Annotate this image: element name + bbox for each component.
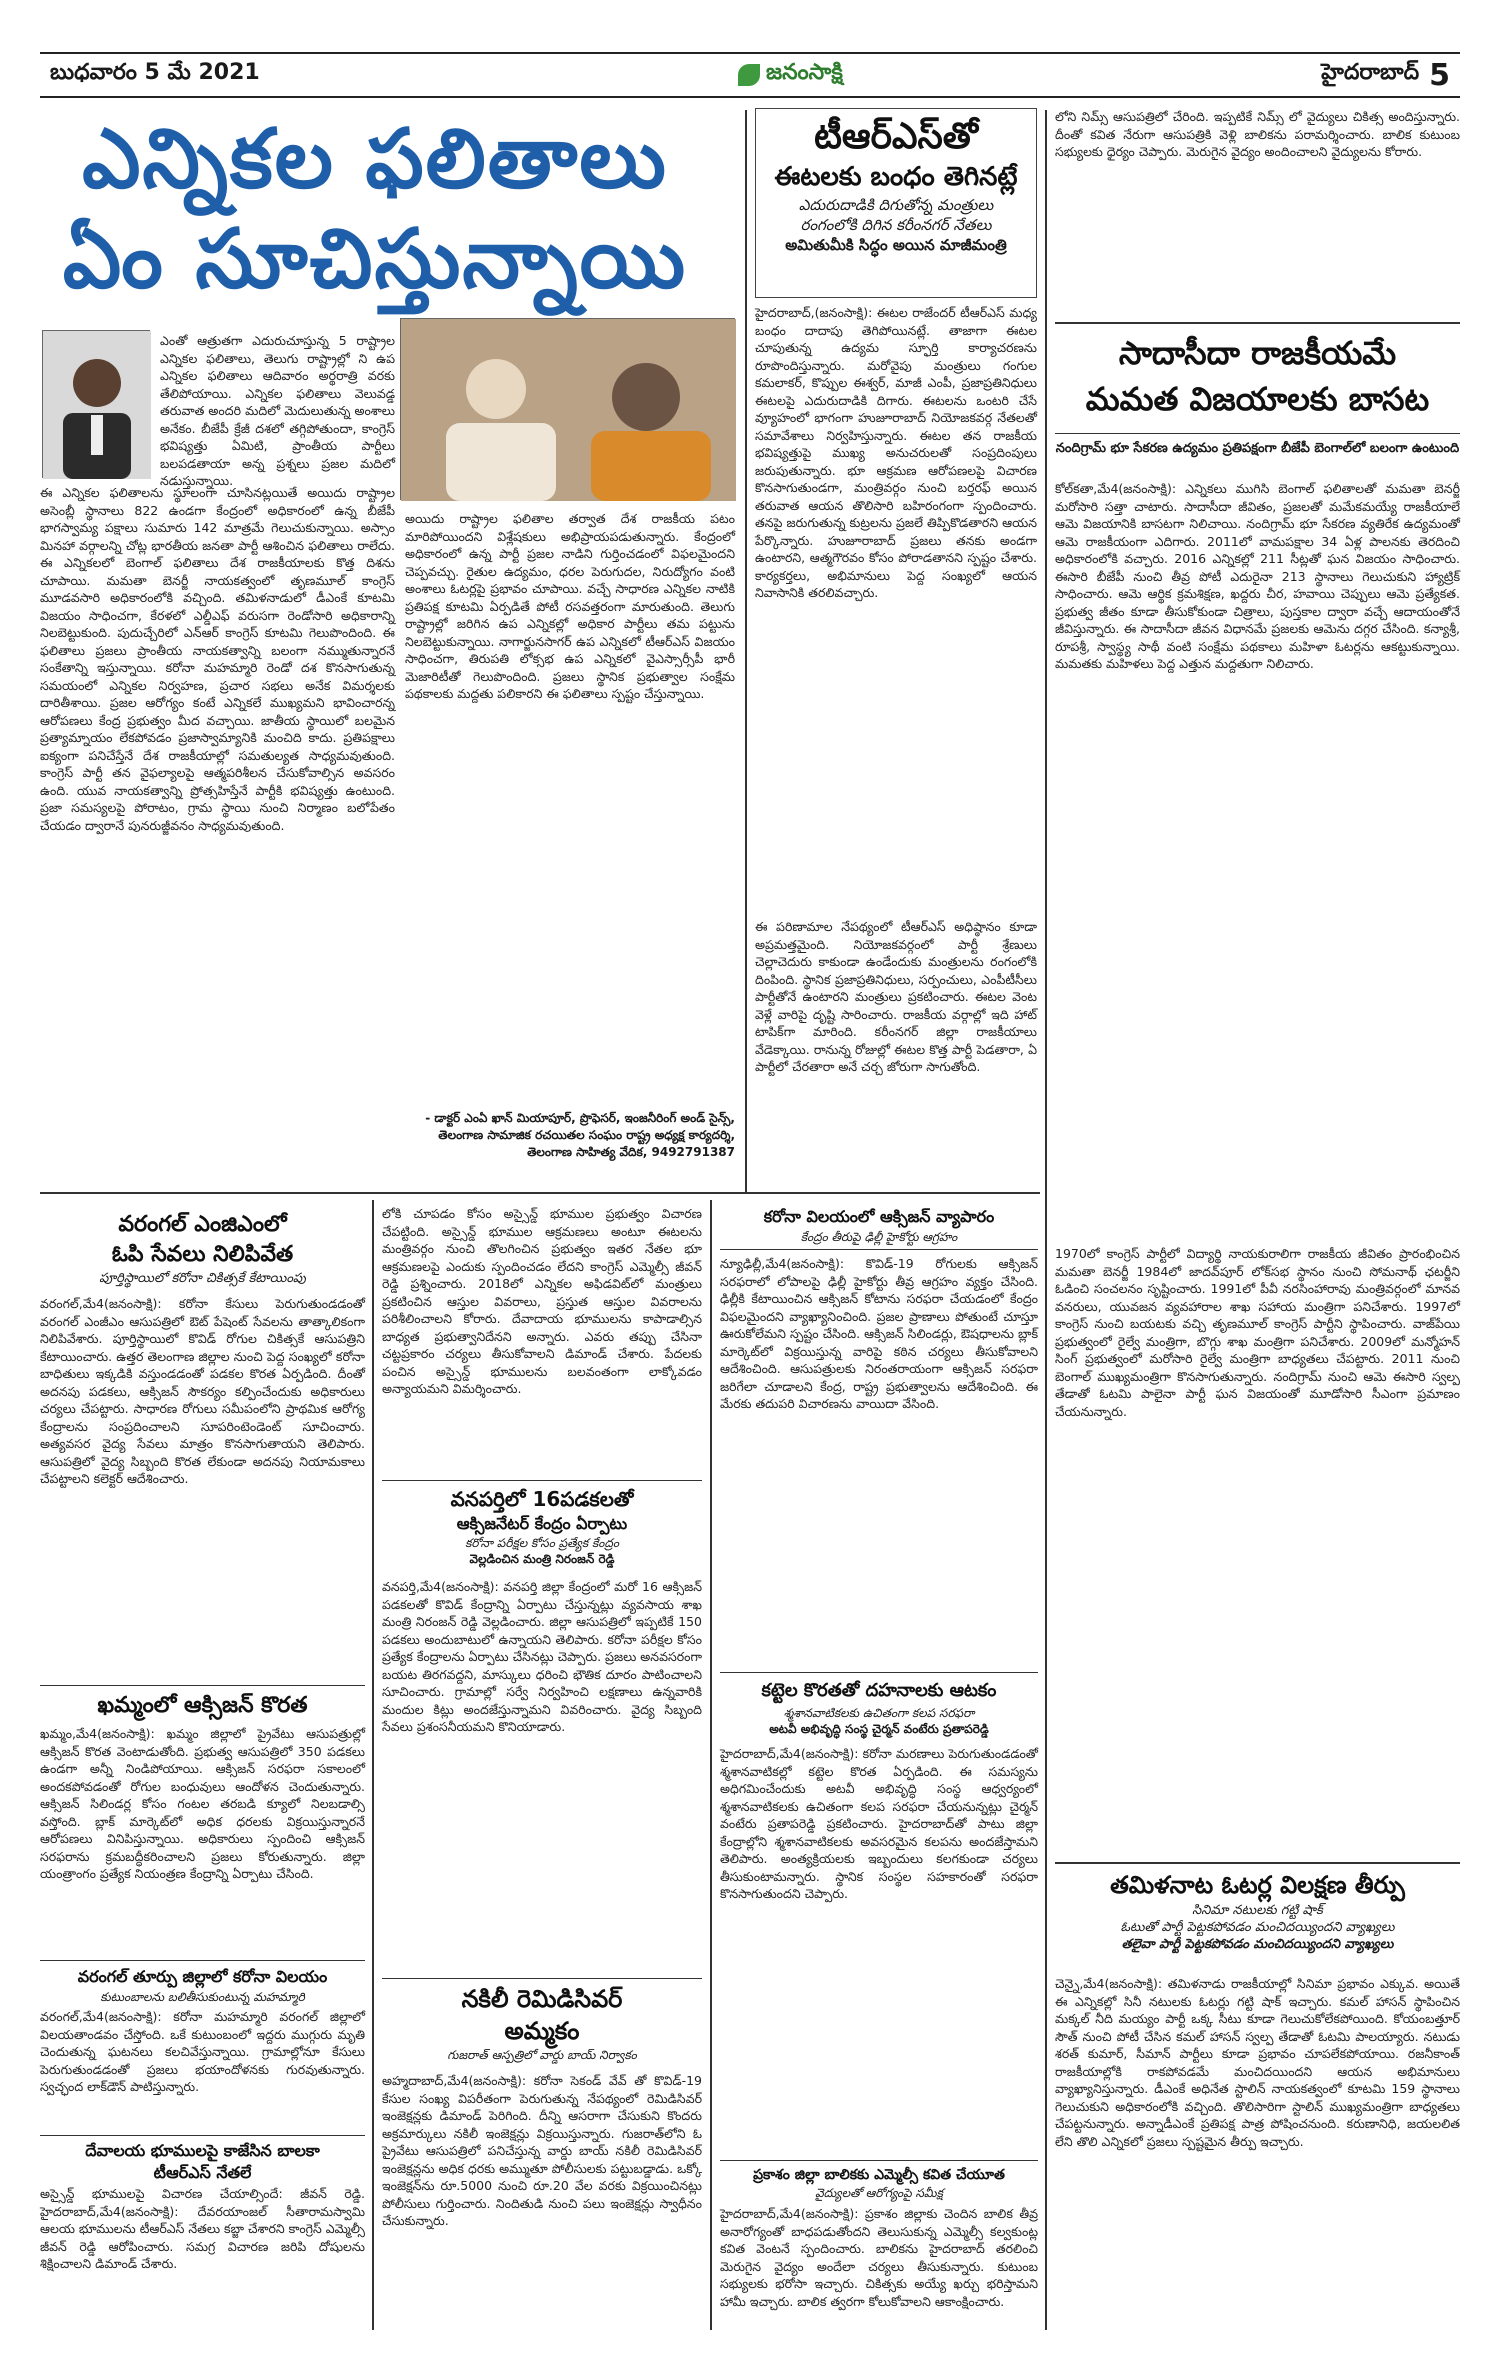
tamilnadu-kicker2: ఓటుతో పార్టీ పెట్టకపోవడం మంచిదయ్యిందని వ్యాఖ్యలు: [1120, 1920, 1395, 1935]
corona-delhi-kicker: కేంద్రం తీరుపై ఢిల్లీ హైకోర్టు ఆగ్రహం: [800, 1230, 958, 1244]
page-header: [40, 52, 1460, 98]
page-number: 5: [1429, 57, 1450, 93]
prakasham-kicker: వైద్యులతో ఆరోగ్యంపై సమీక్ష: [815, 2186, 943, 2200]
lead-intro: ఎంతో ఆత్రుతగా ఎదురుచూస్తున్న 5 రాష్ట్రాల ఎన్నికల ఫలితాలు, తెలుగు రాష్ట్రాల్లో ని ఉప ఎన్నికల ఫలితాలు ఆదివారం అర్థరాత్రి వరకు తేలిపోయాయి. ఎన్నికల ఫలితాలు వెలువడ్డ తరువాత అందరి మదిలో మెదులుతున్న అంశాలు అనేకం. బీజేపీ క్రేజీ దశలో తగ్గిపోతుందా, కాంగ్రెస్ భవిష్యత్తు ఏమిటి, ప్రాంతీయ పార్టీలు బలపడతాయా అన్న ప్రశ్నలు ప్రజల మదిలో నడుస్తున్నాయి.: [160, 333, 395, 488]
nakili-kicker: గుజరాత్ ఆస్పత్రిలో వార్డు బాయ్ నిర్వాకం: [447, 2048, 637, 2062]
column-rule: [745, 110, 747, 1192]
nakili-headline: [382, 1978, 702, 2063]
sada-body-2: 1970లో కాంగ్రెస్ పార్టీలో విద్యార్థి నాయకురాలిగా రాజకీయ జీవితం ప్రారంభించిన మమతా బెనర్జీ 1984లో జాదవ్‌పూర్ లోక్‌సభ స్థానం నుంచి సోమనాథ్ ఛటర్జీని ఓడించి సంచలనం సృష్టించారు. 1991లో పీవీ నరసింహారావు మంత్రివర్గంలో మానవ వనరులు, యువజన వ్యవహారాల శాఖ సహాయ మంత్రిగా పనిచేశారు. 1997లో కాంగ్రెస్ నుంచి బయటకు వచ్చి తృణమూల్ కాంగ్రెస్ పార్టీని స్థాపించారు. వాజ్‌పేయి ప్రభుత్వంలో రైల్వే మంత్రిగా, బొగ్గు శాఖ మంత్రిగా పనిచేశారు. 2009లో మన్మోహన్ సింగ్ ప్రభుత్వంలో మరోసారి రైల్వే మంత్రిగా బాధ్యతలు చేపట్టారు. 2011 నుంచి బెంగాల్ ముఖ్యమంత్రిగా కొనసాగుతున్నారు. నందిగ్రామ్ నుంచి ఆమె ఈసారి స్వల్ప తేడాతో ఓటమి పాలైనా పార్టీ ఘన విజయంతో మూడోసారి సీఎంగా ప్రమాణం చేయనున్నారు.: [1055, 1246, 1460, 1419]
vanaparthi-title: వనపర్తిలో 16పడకలతో: [450, 1487, 634, 1511]
trs-kicker1: ఎదురుదాడికి దిగుతోన్న మంత్రులు: [798, 196, 994, 214]
column-rule: [372, 1200, 374, 2330]
warangal2-kicker: కుటుంబాలను బలితీసుకుంటున్న మహమ్మారి: [100, 1990, 305, 2004]
trs-kicker3: అమితుమీకి సిద్ధం అయిన మాజీమంత్రి: [785, 236, 1007, 254]
tamilnadu-kicker1: సినిమా నటులకు గట్టి షాక్: [1192, 1903, 1323, 1918]
warangal-headline: [40, 1210, 365, 1288]
kattelu-kicker: శ్మశానవాటికలకు ఉచితంగా కలప సరఫరా: [783, 1706, 975, 1720]
column-rule: [1045, 110, 1047, 2330]
kattelu-title: కట్టెల కొరతతో దహనాలకు ఆటకం: [761, 1680, 997, 1701]
devalaya-title-line1: దేవాలయ భూములపై కాజేసిన బాలకా: [85, 2141, 320, 2160]
vanaparthi-sub1: ఆక్సిజనేటర్ కేంద్రం ఏర్పాటు: [456, 1514, 628, 1533]
masthead: [738, 60, 843, 90]
sada-headline: [1055, 322, 1460, 434]
warangal2-body: వరంగల్,మే4(జనంసాక్షి): కరోనా మహమ్మారి వరంగల్ జిల్లాలో విలయతాండవం చేస్తోంది. ఒకే కుటుంబంలో ఇద్దరు ముగ్గురు మృతి చెందుతున్న ఘటనలు కలచివేస్తున్నాయి. గ్రామాల్లోనూ కేసులు పెరుగుతుండడంతో ప్రజలు భయాందోళనకు గురవుతున్నారు. స్వచ్ఛంద లాక్‌డౌన్ పాటిస్తున్నారు.: [40, 2009, 365, 2094]
kavitha-continued: లోని నిమ్స్ ఆసుపత్రిలో చేరింది. ఇప్పటికే నిమ్స్ లో వైద్యులు చికిత్స అందిస్తున్నారు. దీంతో కవిత నేరుగా ఆసుపత్రికి వెళ్లి బాలికను పరామర్శించారు. బాలిక కుటుంబ సభ్యులకు ధైర్యం చెప్పారు. మెరుగైన వైద్యం అందించాలని వైద్యులను కోరారు.: [1055, 109, 1460, 159]
vanaparthi-sub2: కరోనా పరీక్షల కోసం ప్రత్యేక కేంద్రం: [465, 1536, 619, 1550]
devalaya-title-line2: టీఆర్ఎస్ నేతలే: [153, 2163, 252, 2182]
vanaparthi-headline: [382, 1480, 702, 1567]
trs-headline-box: [755, 108, 1037, 298]
corona-delhi-body: న్యూఢిల్లీ,మే4(జనంసాక్షి): కొవిడ్-19 రోగులకు ఆక్సిజన్ సరఫరాలో లోపాలపై ఢిల్లీ హైకోర్టు తీవ్ర ఆగ్రహం వ్యక్తం చేసింది. ఢిల్లీకి కేటాయించిన ఆక్సిజన్ కోటాను సరఫరా చేయడంలో కేంద్రం విఫలమైందని వ్యాఖ్యానించింది. ప్రజల ప్రాణాలు పోతుంటే చూస్తూ ఊరుకోలేమని స్పష్టం చేసింది. ఆక్సిజన్ సిలిండర్లు, ఔషధాలను బ్లాక్ మార్కెట్‌లో విక్రయిస్తున్న వారిపై కఠిన చర్యలు తీసుకోవాలని ఆదేశించింది. ఆసుపత్రులకు నిరంతరాయంగా ఆక్సిజన్ సరఫరా జరిగేలా చూడాలని కేంద్ర, రాష్ట్ర ప్రభుత్వాలను ఆదేశించింది. ఈ మేరకు తదుపరి విచారణను వాయిదా వేసింది.: [720, 1256, 1038, 1411]
issue-date: బుధవారం 5 మే 2021: [50, 60, 260, 85]
author-photo: [42, 330, 150, 478]
author-photo-image: [43, 331, 151, 479]
prakasham-body: హైదరాబాద్,మే4(జనంసాక్షి): ప్రకాశం జిల్లాకు చెందిన బాలిక తీవ్ర అనారోగ్యంతో బాధపడుతోందని తెలుసుకున్న ఎమ్మెల్సీ కల్వకుంట్ల కవిత వెంటనే స్పందించారు. బాలికను హైదరాబాద్ తరలించి మెరుగైన వైద్యం అందేలా చర్యలు తీసుకున్నారు. కుటుంబ సభ్యులకు భరోసా ఇచ్చారు. చికిత్సకు అయ్యే ఖర్చు భరిస్తామని హామీ ఇచ్చారు. బాలిక త్వరగా కోలుకోవాలని ఆకాంక్షించారు.: [720, 2206, 1038, 2309]
corona-delhi-headline: [720, 1205, 1038, 1250]
khammam-headline: [40, 1685, 365, 1722]
lead-title: [40, 110, 710, 310]
sada-body: కోల్‌కతా,మే4(జనంసాక్షి): ఎన్నికలు ముగిసి బెంగాల్ ఫలితాలతో మమతా బెనర్జీ మరోసారి సత్తా చాటారు. సాదాసీదా జీవితం, ప్రజలతో మమేకమయ్యే రాజకీయాలే ఆమె విజయానికి బాసటగా నిలిచాయి. నందిగ్రామ్ భూ సేకరణ వ్యతిరేక ఉద్యమంతో ఆమె రాజకీయంగా ఎదిగారు. 2011లో వామపక్షాల 34 ఏళ్ల పాలనకు తెరదించి అధికారంలోకి వచ్చారు. 2016 ఎన్నికల్లో 211 సీట్లతో ఘన విజయం సాధించారు. ఈసారి బీజేపీ నుంచి తీవ్ర పోటీ ఎదురైనా 213 స్థానాలు గెలుచుకుని హ్యాట్రిక్ సాధించారు. ఆమె ఆర్థిక క్రమశిక్షణ, ఖద్దరు చీర, హవాయి చెప్పులు ఆమె ప్రత్యేకత. ప్రభుత్వ జీతం కూడా తీసుకోకుండా చిత్రాలు, పుస్తకాల ద్వారా వచ్చే ఆదాయంతోనే జీవిస్తున్నారు. ఈ సాదాసీదా జీవన విధానమే ప్రజలకు ఆమెను దగ్గర చేసింది. కన్యాశ్రీ, రూపశ్రీ, స్వాస్థ్య సాథీ వంటి సంక్షేమ పథకాలు మహిళా ఓటర్లను ఆకట్టుకున్నాయి. మమతకు మహిళలు పెద్ద ఎత్తున మద్దతుగా నిలిచారు.: [1055, 481, 1460, 671]
header-right: [1321, 58, 1450, 93]
lead-body-col2: అయిదు రాష్ట్రాల ఫలితాల తర్వాత దేశ రాజకీయ పటం మారిపోయిందని విశ్లేషకులు అభిప్రాయపడుతున్నారు. కేంద్రంలో అధికారంలో ఉన్న పార్టీ ప్రజల నాడిని గుర్తించడంలో విఫలమైందని చెప్పవచ్చు. రైతుల ఉద్యమం, ధరల పెరుగుదల, నిరుద్యోగం వంటి అంశాలు ఓటర్లపై ప్రభావం చూపాయి. వచ్చే సాధారణ ఎన్నికల నాటికి ప్రతిపక్ష కూటమి ఏర్పడితే పోటీ రసవత్తరంగా మారుతుంది. తెలుగు రాష్ట్రాల్లో జరిగిన ఉప ఎన్నికల్లో అధికార పార్టీలు తమ పట్టును నిలబెట్టుకున్నాయి. నాగార్జునసాగర్ ఉప ఎన్నికలో టీఆర్ఎస్ విజయం సాధించగా, తిరుపతి లోక్సభ ఉప ఎన్నికలో వైఎస్సార్సీపీ భారీ మెజారిటీతో గెలుపొందింది. ప్రజలు స్థానిక ప్రభుత్వాల సంక్షేమ పథకాలకు మద్దతు పలికారని ఈ ఫలితాలు స్పష్టం చేస్తున్నాయి.: [405, 511, 735, 701]
masthead-label: జనంసాక్షి: [765, 60, 843, 85]
tamilnadu-title: తమిళనాట ఓటర్ల విలక్షణ తీర్పు: [1110, 1871, 1405, 1899]
sada-kicker: నందిగ్రామ్ భూ సేకరణ ఉద్యమం ప్రతిపక్షంగా బీజేపీ బెంగాల్‌లో బలంగా ఉంటుంది: [1055, 441, 1460, 456]
nakili-title-line1: నకిలీ రెమిడిసివర్: [461, 1985, 623, 2013]
sada-title-line2: మమత విజయాలకు బాసట: [1085, 380, 1430, 418]
warangal-title-line1: వరంగల్ ఎంజిఎంలో: [118, 1212, 287, 1237]
devalaya-body: అస్సైన్డ్ భూములపై విచారణ చేయాల్సిందే: జీవన్ రెడ్డి. హైదరాబాద్,మే4(జనంసాక్షి): దేవరయాంజల్ సీతారామస్వామి ఆలయ భూములను టీఆర్ఎస్ నేతలు కబ్జా చేశారని కాంగ్రెస్ ఎమ్మెల్సీ జీవన్ రెడ్డి ఆరోపించారు. సమగ్ర విచారణ జరిపి దోషులను శిక్షించాలని డిమాండ్ చేశారు.: [40, 2186, 365, 2271]
divider: [40, 1192, 1040, 1194]
warangal-kicker: పూర్తిస్థాయిలో కరోనా చికిత్సకే కేటాయింపు: [99, 1271, 306, 1286]
lead-body-col1: ఈ ఎన్నికల ఫలితాలను స్థూలంగా చూసినట్లయితే అయిదు రాష్ట్రాల అసెంబ్లీ స్థానాలు 822 ఉండగా కేంద్రంలో అధికారంలో ఉన్న బీజేపీ భాగస్వామ్య పక్షాలు సుమారు 142 మాత్రమే గెలుచుకున్నాయి. అస్సాం మినహా వర్గాలన్ని చోట్ల భారతీయ జనతా పార్టీ ఆశించిన ఫలితాలు రాలేదు. ఈ ఎన్నికలలో బెంగాల్ ఫలితాలు దేశ రాజకీయాలకు కొత్త దిశను చూపాయి. మమతా బెనర్జీ నాయకత్వంలో తృణమూల్ కాంగ్రెస్ మూడవసారి అధికారంలోకి వచ్చింది. తమిళనాడులో డీఎంకే కూటమి విజయం సాధించగా, కేరళలో ఎల్డీఎఫ్ వరుసగా రెండోసారి అధికారాన్ని నిలబెట్టుకుంది. పుదుచ్చేరిలో ఎన్ఆర్ కాంగ్రెస్ కూటమి గెలుపొందింది. ఈ ఫలితాలు ప్రజలు ప్రాంతీయ నాయకత్వాన్ని బలంగా నమ్ముతున్నారనే సంకేతాన్ని ఇస్తున్నాయి. కరోనా మహమ్మారి రెండో దశ కొనసాగుతున్న సమయంలో ఎన్నికల నిర్వహణ, ప్రచార సభలు అనేక విమర్శలకు దారితీశాయి. ప్రజల ఆరోగ్యం కంటే ఎన్నికలే ముఖ్యమని భావించారన్న ఆరోపణలు కేంద్ర ప్రభుత్వం మీద వచ్చాయి. జాతీయ స్థాయిలో బలమైన ప్రత్యామ్నాయం లేకపోవడం ప్రజాస్వామ్యానికి మంచిది కాదు. ప్రతిపక్షాలు ఐక్యంగా పనిచేస్తేనే దేశ రాజకీయాల్లో సమతుల్యత సాధ్యమవుతుంది. కాంగ్రెస్ పార్టీ తన వైఫల్యాలపై ఆత్మపరిశీలన చేసుకోవాల్సిన అవసరం ఉంది. యువ నాయకత్వాన్ని ప్రోత్సహిస్తేనే పార్టీకి భవిష్యత్తు ఉంటుంది. ప్రజా సమస్యలపై పోరాటం, గ్రామ స్థాయి నుంచి నిర్మాణం బలోపేతం చేయడం ద్వారానే పునరుజ్జీవనం సాధ్యమవుతుంది.: [40, 485, 395, 833]
warangal-title-line2: ఓపి సేవలు నిలిపివేత: [111, 1242, 294, 1267]
khammam-body: ఖమ్మం,మే4(జనంసాక్షి): ఖమ్మం జిల్లాలో ప్రైవేటు ఆసుపత్రుల్లో ఆక్సిజన్ కొరత వెంటాడుతోంది. ప్రభుత్వ ఆసుపత్రిలో 350 పడకలు ఉండగా అన్నీ నిండిపోయాయి. ఆక్సిజన్ సరఫరా సకాలంలో అందకపోవడంతో రోగుల బంధువులు ఆందోళన చెందుతున్నారు. ఆక్సిజన్ సిలిండర్ల కోసం గంటల తరబడి క్యూలో నిలబడాల్సి వస్తోంది. బ్లాక్ మార్కెట్‌లో అధిక ధరలకు విక్రయిస్తున్నారనే ఆరోపణలు వినిపిస్తున్నాయి. అధికారులు స్పందించి ఆక్సిజన్ సరఫరాను క్రమబద్ధీకరించాలని ప్రజలు కోరుతున్నారు. జిల్లా యంత్రాంగం ప్రత్యేక నియంత్రణ కేంద్రాన్ని ఏర్పాటు చేసింది.: [40, 1726, 365, 1881]
leaf-icon: [738, 64, 760, 86]
prakasham-title: ప్రకాశం జిల్లా బాలికకు ఎమ్మెల్సీ కవిత చేయూత: [753, 2167, 1005, 2183]
tamilnadu-headline: [1055, 1862, 1460, 1953]
trs-title-line1: టీఆర్ఎస్‌తో: [814, 116, 978, 157]
trs-body: హైదరాబాద్,(జనంసాక్షి): ఈటల రాజేందర్ టీఆర్ఎస్ మధ్య బంధం దాదాపు తెగిపోయినట్లే. తాజాగా ఈటల చూపుతున్న ఉద్యమ స్ఫూర్తి కార్యాచరణను రూపొందిస్తున్నారు. మరోవైపు మంత్రులు గంగుల కమలాకర్, కొప్పుల ఈశ్వర్, మాజీ ఎంపీ, ప్రజాప్రతినిధులు ఈటలపై ఎదురుదాడికి దిగారు. ఈటలను ఒంటరి చేసే వ్యూహంలో భాగంగా హుజూరాబాద్ నియోజకవర్గ నేతలతో సమావేశాలు నిర్వహిస్తున్నారు. ఈటల తన రాజకీయ భవిష్యత్తుపై ముఖ్య అనుచరులతో సంప్రదింపులు జరుపుతున్నారు. భూ ఆక్రమణ ఆరోపణలపై విచారణ కొనసాగుతుండగా, మంత్రివర్గం నుంచి బర్తరఫ్ అయిన తరువాత ఆయన తొలిసారి బహిరంగంగా స్పందించారు. తనపై జరుగుతున్న కుట్రలను ప్రజలే తిప్పికొడతారని ఆయన పేర్కొన్నారు. హుజూరాబాద్ ప్రజలు తనకు అండగా ఉంటారని, ఆత్మగౌరవం కోసం పోరాడతానని స్పష్టం చేశారు. కార్యకర్తలు, అభిమానులు పెద్ద సంఖ్యలో ఆయన నివాసానికి తరలివచ్చారు.: [755, 305, 1037, 600]
kattelu-headline: [720, 1672, 1038, 1737]
city-name: హైదరాబాద్: [1321, 60, 1420, 85]
trs-kicker2: రంగంలోకి దిగిన కరీంనగర్ నేతలు: [800, 216, 992, 234]
warangal-body: వరంగల్,మే4(జనంసాక్షి): కరోనా కేసులు పెరుగుతుండడంతో వరంగల్ ఎంజీఎం ఆసుపత్రిలో ఔట్ పేషెంట్ సేవలను తాత్కాలికంగా నిలిపివేశారు. పూర్తిస్థాయిలో కొవిడ్ రోగుల చికిత్సకే ఆసుపత్రిని కేటాయించారు. ఉత్తర తెలంగాణ జిల్లాల నుంచి పెద్ద సంఖ్యలో కరోనా బాధితులు ఇక్కడికి వస్తుండడంతో పడకల కొరత ఏర్పడింది. దీంతో అదనపు పడకలు, ఆక్సిజన్ సౌకర్యం కల్పించేందుకు అధికారులు చర్యలు చేపట్టారు. సాధారణ రోగులు సమీపంలోని ప్రాథమిక ఆరోగ్య కేంద్రాలను సంప్రదించాలని సూపరింటెండెంట్ సూచించారు. అత్యవసర వైద్య సేవలు మాత్రం కొనసాగుతాయని తెలిపారు. ఆసుపత్రిలో వైద్య సిబ్బంది కొరత లేకుండా అదనపు నియామకాలు చేపట్టాలని కలెక్టర్ ఆదేశించారు.: [40, 1296, 365, 1486]
lead-photo: [400, 318, 735, 500]
khammam-title: ఖమ్మంలో ఆక్సిజన్ కొరత: [97, 1693, 308, 1718]
sada-title-line1: సాదాసీదా రాజకీయమే: [1118, 334, 1397, 372]
lead-signature: - డాక్టర్ ఎంఏ ఖాన్ మియాపూర్, ప్రొఫెసర్, ఇంజనీరింగ్ అండ్ సైన్స్, తెలంగాణ సామాజిక రచయితల సంఘం రాష్ట్ర అధ్యక్ష కార్యదర్శి, తెలంగాణ సాహిత్య వేదిక, 9492791387: [425, 1111, 735, 1159]
nakili-body: అహ్మదాబాద్,మే4(జనంసాక్షి): కరోనా సెకండ్ వేవ్ తో కొవిడ్-19 కేసుల సంఖ్య విపరీతంగా పెరుగుతున్న నేపథ్యంలో రెమిడిసివర్ ఇంజెక్షన్లకు డిమాండ్ పెరిగింది. దీన్ని ఆసరాగా చేసుకుని కొందరు అక్రమార్కులు నకిలీ ఇంజెక్షన్లు విక్రయిస్తున్నారు. గుజరాత్‌లోని ఓ ప్రైవేటు ఆసుపత్రిలో పనిచేస్తున్న వార్డు బాయ్ నకిలీ రెమిడిసివర్ ఇంజెక్షన్లను అధిక ధరకు అమ్ముతూ పోలీసులకు పట్టుబడ్డాడు. ఒక్కో ఇంజెక్షన్‌ను రూ.5000 నుంచి రూ.20 వేల వరకు విక్రయించినట్లు పోలీసులు గుర్తించారు. నిందితుడి నుంచి పలు ఇంజెక్షన్లు స్వాధీనం చేసుకున్నారు.: [382, 2073, 702, 2228]
warangal2-title: వరంగల్ తూర్పు జిల్లాలో కరోనా విలయం: [77, 1967, 328, 1986]
trs-body-2: ఈ పరిణామాల నేపథ్యంలో టీఆర్ఎస్ అధిష్ఠానం కూడా అప్రమత్తమైంది. నియోజకవర్గంలో పార్టీ శ్రేణులు చెల్లాచెదురు కాకుండా ఉండేందుకు మంత్రులను రంగంలోకి దింపింది. స్థానిక ప్రజాప్రతినిధులు, సర్పంచులు, ఎంపీటీసీలు పార్టీతోనే ఉంటారని మంత్రులు ప్రకటించారు. ఈటల వెంట వెళ్లే వారిపై దృష్టి సారించారు. రాజకీయ వర్గాల్లో ఇది హాట్ టాపిక్‌గా మారింది. కరీంనగర్ జిల్లా రాజకీయాలు వేడెక్కాయి. రానున్న రోజుల్లో ఈటల కొత్త పార్టీ పెడతారా, ఏ పార్టీలో చేరతారా అనే చర్చ జోరుగా సాగుతోంది.: [755, 919, 1037, 1074]
tamilnadu-kicker3: తలైవా పార్టీ పెట్టకపోవడం మంచిదయ్యిందని వ్యాఖ్యలు: [1121, 1937, 1394, 1952]
column-rule: [710, 1200, 712, 2330]
kattelu-sub: అటవీ అభివృద్ధి సంస్థ చైర్మన్ వంటేరు ప్రతాపరెడ్డి: [769, 1722, 989, 1736]
devalaya-headline: [40, 2135, 365, 2184]
trs-title-line2: ఈటలకు బంధం తెగినట్లే: [774, 162, 1018, 192]
lead-title-line2: ఏం సూచిస్తున్నాయి: [62, 212, 688, 307]
corona-delhi-title: కరోనా విలయంలో ఆక్సిజన్ వ్యాపారం: [763, 1207, 995, 1226]
vanaparthi-body: వనపర్తి,మే4(జనంసాక్షి): వనపర్తి జిల్లా కేంద్రంలో మరో 16 ఆక్సిజన్ పడకలతో కొవిడ్ కేంద్రాన్ని ఏర్పాటు చేస్తున్నట్లు వ్యవసాయ శాఖ మంత్రి నిరంజన్ రెడ్డి వెల్లడించారు. జిల్లా ఆసుపత్రిలో ఇప్పటికే 150 పడకలు అందుబాటులో ఉన్నాయని తెలిపారు. కరోనా పరీక్షల కోసం ప్రత్యేక కేంద్రాలను ఏర్పాటు చేసినట్లు చెప్పారు. ప్రజలు అనవసరంగా బయట తిరగవద్దని, మాస్కులు ధరించి భౌతిక దూరం పాటించాలని సూచించారు. గ్రామాల్లో సర్వే నిర్వహించి లక్షణాలు ఉన్నవారికి మందుల కిట్లు అందజేస్తున్నామని వివరించారు. వైద్య సిబ్బంది సేవలు ప్రశంసనీయమని కొనియాడారు.: [382, 1579, 702, 1734]
leaders-photo-image: [401, 319, 736, 501]
lead-title-line1: ఎన్నికల ఫలితాలు: [82, 112, 668, 207]
assigned-lands-body: లోకి చూపడం కోసం అస్సైన్డ్ భూముల ప్రభుత్వం విచారణ చేపట్టింది. అస్సైన్డ్ భూముల ఆక్రమణలు అంటూ ఈటలను మంత్రివర్గం నుంచి తొలగించిన ప్రభుత్వం ఇతర నేతల భూ ఆక్రమణలపై ఎందుకు స్పందించడం లేదని కాంగ్రెస్ ఎమ్మెల్సీ జీవన్ రెడ్డి ప్రశ్నించారు. 2018లో ఎన్నికల అఫిడవిట్‌లో మంత్రులు ప్రకటించిన ఆస్తుల వివరాలు, ప్రస్తుత ఆస్తుల వివరాలను పరిశీలించాలని కోరారు. దేవాదాయ భూములను కాపాడాల్సిన బాధ్యత ప్రభుత్వానిదేనని అన్నారు. ఎవరు తప్పు చేసినా చట్టప్రకారం చర్యలు తీసుకోవాలని డిమాండ్ చేశారు. పేదలకు పంచిన అస్సైన్డ్ భూములను బలవంతంగా లాక్కోవడం అన్యాయమని విమర్శించారు.: [382, 1206, 702, 1396]
vanaparthi-sub3: వెల్లడించిన మంత్రి నిరంజన్ రెడ్డి: [469, 1552, 615, 1566]
warangal2-headline: [40, 1960, 365, 2005]
tamilnadu-body: చెన్నై,మే4(జనంసాక్షి): తమిళనాడు రాజకీయాల్లో సినిమా ప్రభావం ఎక్కువ. అయితే ఈ ఎన్నికల్లో సినీ నటులకు ఓటర్లు గట్టి షాక్ ఇచ్చారు. కమల్ హాసన్ స్థాపించిన మక్కల్ నీది మయ్యం పార్టీ ఒక్క సీటు కూడా గెలుచుకోలేకపోయింది. కోయంబత్తూర్ సౌత్ నుంచి పోటీ చేసిన కమల్ హాసన్ స్వల్ప తేడాతో ఓటమి పాలయ్యారు. నటుడు శరత్ కుమార్, సీమాన్ పార్టీలు కూడా ప్రభావం చూపలేకపోయాయి. రజనీకాంత్ రాజకీయాల్లోకి రాకపోవడమే మంచిదయిందని ఆయన అభిమానులు వ్యాఖ్యానిస్తున్నారు. డీఎంకే అధినేత స్టాలిన్ నాయకత్వంలో కూటమి 159 స్థానాలు గెలుచుకుని అధికారంలోకి వచ్చింది. తొలిసారిగా స్టాలిన్ ముఖ్యమంత్రిగా బాధ్యతలు చేపట్టనున్నారు. అన్నాడీఎంకే ప్రతిపక్ష పాత్ర పోషించనుంది. కరుణానిధి, జయలలిత లేని తొలి ఎన్నికలో ప్రజలు స్పష్టమైన తీర్పు ఇచ్చారు.: [1055, 1976, 1460, 2149]
nakili-title-line2: అమ్మకం: [504, 2017, 580, 2045]
kattelu-body: హైదరాబాద్,మే4(జనంసాక్షి): కరోనా మరణాలు పెరుగుతుండడంతో శ్మశానవాటికల్లో కట్టెల కొరత ఏర్పడింది. ఈ సమస్యను అధిగమించేందుకు అటవీ అభివృద్ధి సంస్థ ఆధ్వర్యంలో శ్మశానవాటికలకు ఉచితంగా కలప సరఫరా చేయనున్నట్లు చైర్మన్ వంటేరు ప్రతాపరెడ్డి ప్రకటించారు. హైదరాబాద్‌తో పాటు జిల్లా కేంద్రాల్లోని శ్మశానవాటికలకు అవసరమైన కలపను అందజేస్తామని తెలిపారు. అంత్యక్రియలకు ఇబ్బందులు కలగకుండా చర్యలు తీసుకుంటామన్నారు. స్థానిక సంస్థల సహకారంతో సరఫరా కొనసాగుతుందని చెప్పారు.: [720, 1746, 1038, 1901]
prakasham-headline: [720, 2160, 1038, 2201]
